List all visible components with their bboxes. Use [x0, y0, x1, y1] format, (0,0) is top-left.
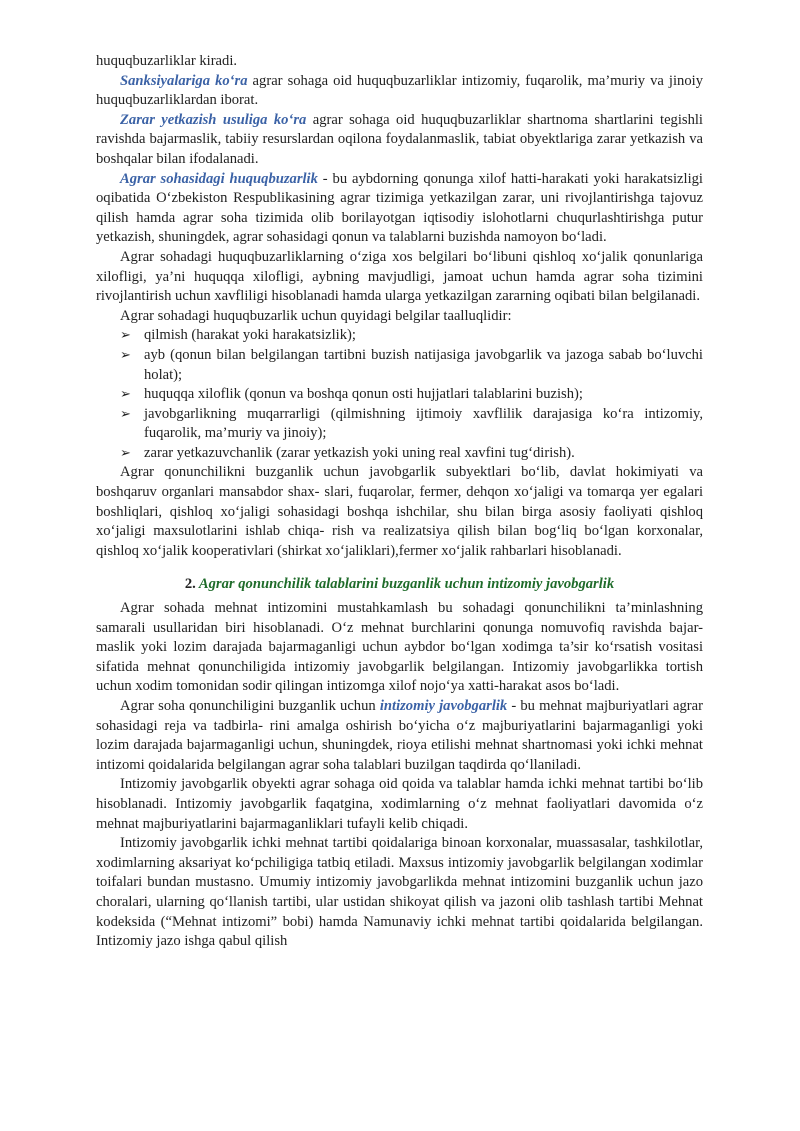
paragraph [96, 248, 703, 307]
highlighted-term: Zarar yetkazish usuliga ko‘ra [120, 111, 307, 128]
list-item [96, 326, 703, 346]
paragraph [96, 697, 703, 775]
paragraph-text: - bu mehnat majburiyatlari agrar sohasidagi reja va tadbirla- rini amalga oshirish bo‘yicha o‘z majburiyatlarini bajarmaganligi yoki lozim darajada bajarmaganligi uchun, shuningdek, rioya etilishi mehnat shartnomasi yoki ichki mehnat intizomi qoidalarida belgilangan agrar soha talablari buzilgan taqdirda qo‘llaniladi. [96, 698, 703, 773]
paragraph-text: Agrar sohada mehnat intizomini mustahkamlash bu sohadagi qonunchilikni ta’minlashning samarali usullaridan biri hisoblanadi. O‘z mehnat burchlarini qonunga nomuvofiq ravishda bajar- maslik yoki lozim darajada bajarmaganligi uchun aybdor bo‘lgan xodimga ta’sir ko‘rsatish vositasi sifatida mehnat qonunchiligida intizomiy javobgarlik belgilangan. Intizomiy javobgarlikka tortish uchun xodim tomonidan sodir qilingan intizomga xilof nojo‘ya xatti-harakat asos bo‘ladi. [96, 600, 703, 695]
paragraph-text: Intizomiy javobgarlik ichki mehnat tartibi qoidalariga binoan korxonalar, muassasalar, tashkilotlar, xodimlarning aksariyat ko‘pchiligiga tatbiq etiladi. Maxsus intizomiy javobgarlik belgilangan xodimlar toifalari bundan mustasno. Umumiy intizomiy javobgarlikda mehnat intizomini buzganlik uchun jazo choralari, ularning qo‘llanish tartibi, ular ustidan shikoyat qilish va jazoni olib tashlash tartibi Mehnat kodeksida (“Mehnat intizomi” bobi) hamda Namunaviy ichki mehnat tartibi qoidalarida belgilangan. Intizomiy jazo ishga qabul qilish [96, 835, 703, 950]
paragraph [96, 834, 703, 952]
paragraph-text: agrar sohaga oid huquqbuzarliklar shartnoma shartlarini tegishli ravishda bajarmaslik, tabiiy resurslardan oqilona foydalanmaslik, tabiat obyektlariga zarar yetkazish va boshqalar bilan ifodalanadi. [96, 111, 703, 167]
paragraph [96, 170, 703, 248]
list-item-text: zarar yetkazuvchanlik (zarar yetkazish yoki uning real xavfini tug‘dirish). [144, 444, 575, 461]
arrow-bullet-icon: ➢ [120, 328, 131, 344]
list-item [96, 346, 703, 385]
paragraph [96, 72, 703, 111]
highlighted-term: Sanksiyalariga ko‘ra [120, 72, 248, 89]
paragraph [96, 775, 703, 834]
paragraph [96, 599, 703, 697]
document-page [96, 52, 703, 952]
list-item-text: qilmish (harakat yoki harakatsizlik); [144, 327, 356, 344]
list-item [96, 444, 703, 464]
section-heading [96, 575, 703, 595]
paragraph-text: Agrar qonunchilikni buzganlik uchun javobgarlik subyektlari bo‘lib, davlat hokimiyati va boshqaruv organlari mansabdor shax- slari, fuqarolar, fermer, dehqon xo‘jaligi va tomarqa yer egalari boshliqlari, qishloq xo‘jaligi sohasidagi boshqa ishchilar, shu bilan birga asosiy faoliyati qishloq xo‘jaligi maxsulotlarini ishlab chiqa- rish va realizatsiya qilish bilan bog‘liq bo‘lgan korxonalar, qishloq xo‘jalik kooperativlari (shirkat xo‘jaliklari),fermer xo‘jalik rahbarlari hisoblanadi. [96, 464, 703, 559]
paragraph [96, 307, 703, 327]
highlighted-term: Agrar sohasidagi huquqbuzarlik [120, 170, 318, 187]
paragraph [96, 52, 703, 72]
list-item [96, 405, 703, 444]
paragraph-text: agrar sohaga oid huquqbuzarliklar intizomiy, fuqarolik, ma’muriy va jinoiy huquqbuzarliklardan iborat. [96, 72, 703, 109]
arrow-bullet-icon: ➢ [120, 347, 131, 363]
list-item-text: javobgarlikning muqarrarligi (qilmishning ijtimoiy xavflilik darajasiga ko‘ra intizomiy, fuqarolik, ma’muriy va jinoiy); [144, 405, 703, 442]
paragraph-text: - bu aybdorning qonunga xilof hatti-harakati yoki harakatsizligi oqibatida O‘zbekiston Respublikasining agrar tizimiga yetkazilgan zarar, uni rivojlantirishga tajovuz qilish hamda agrar soha tizimida olib borilayotgan iqtisodiy islohotlarni chuqurlashtirishga putur yetkazish, shuningdek, agrar sohasidagi qonun va talablarni buzishda namoyon bo‘ladi. [96, 170, 703, 246]
paragraph [96, 111, 703, 170]
paragraph-text: Intizomiy javobgarlik obyekti agrar sohaga oid qoida va talablar hamda ichki mehnat tartibi bo‘lib hisoblanadi. Intizomiy javobgarlik faqatgina, xodimlarning o‘z mehnat faoliyatlari davomida o‘z mehnat majburiyatlarini bajarmaganliklari tufayli kelib chiqadi. [96, 776, 703, 832]
arrow-bullet-icon: ➢ [120, 445, 131, 461]
paragraph-text: huquqbuzarliklar kiradi. [96, 53, 238, 69]
list-item-text: huquqqa xiloflik (qonun va boshqa qonun osti hujjatlari talablarini buzish); [144, 386, 583, 403]
arrow-bullet-icon: ➢ [120, 406, 131, 422]
section-title: Agrar qonunchilik talablarini buzganlik uchun intizomiy javobgarlik [198, 576, 615, 593]
section-number: 2. [184, 576, 196, 593]
paragraph-text: Agrar sohadagi huquqbuzarliklarning o‘ziga xos belgilari bo‘libuni qishloq xo‘jalik qonunlariga xilofligi, ya’ni huquqqa xilofligi, aybning mavjudligi, jamoat uchun hamda agrar soha tizimini rivojlantirish uchun xavfliligi hisoblanadi hamda ularga yetkazilgan zararning oqibati bilan belgilanadi. [96, 248, 703, 305]
arrow-bullet-icon: ➢ [120, 387, 131, 403]
list-item-text: ayb (qonun bilan belgilangan tartibni buzish natijasiga javobgarlik va jazoga sabab bo‘luvchi holat); [144, 346, 703, 383]
list-item [96, 385, 703, 405]
highlighted-term: intizomiy javobgarlik [379, 698, 508, 714]
paragraph-text: Agrar sohadagi huquqbuzarlik uchun quyidagi belgilar taalluqlidir: [120, 307, 512, 324]
bullet-list [96, 326, 703, 463]
paragraph-text: Agrar soha qonunchiligini buzganlik uchun [120, 698, 380, 714]
paragraph [96, 463, 703, 561]
